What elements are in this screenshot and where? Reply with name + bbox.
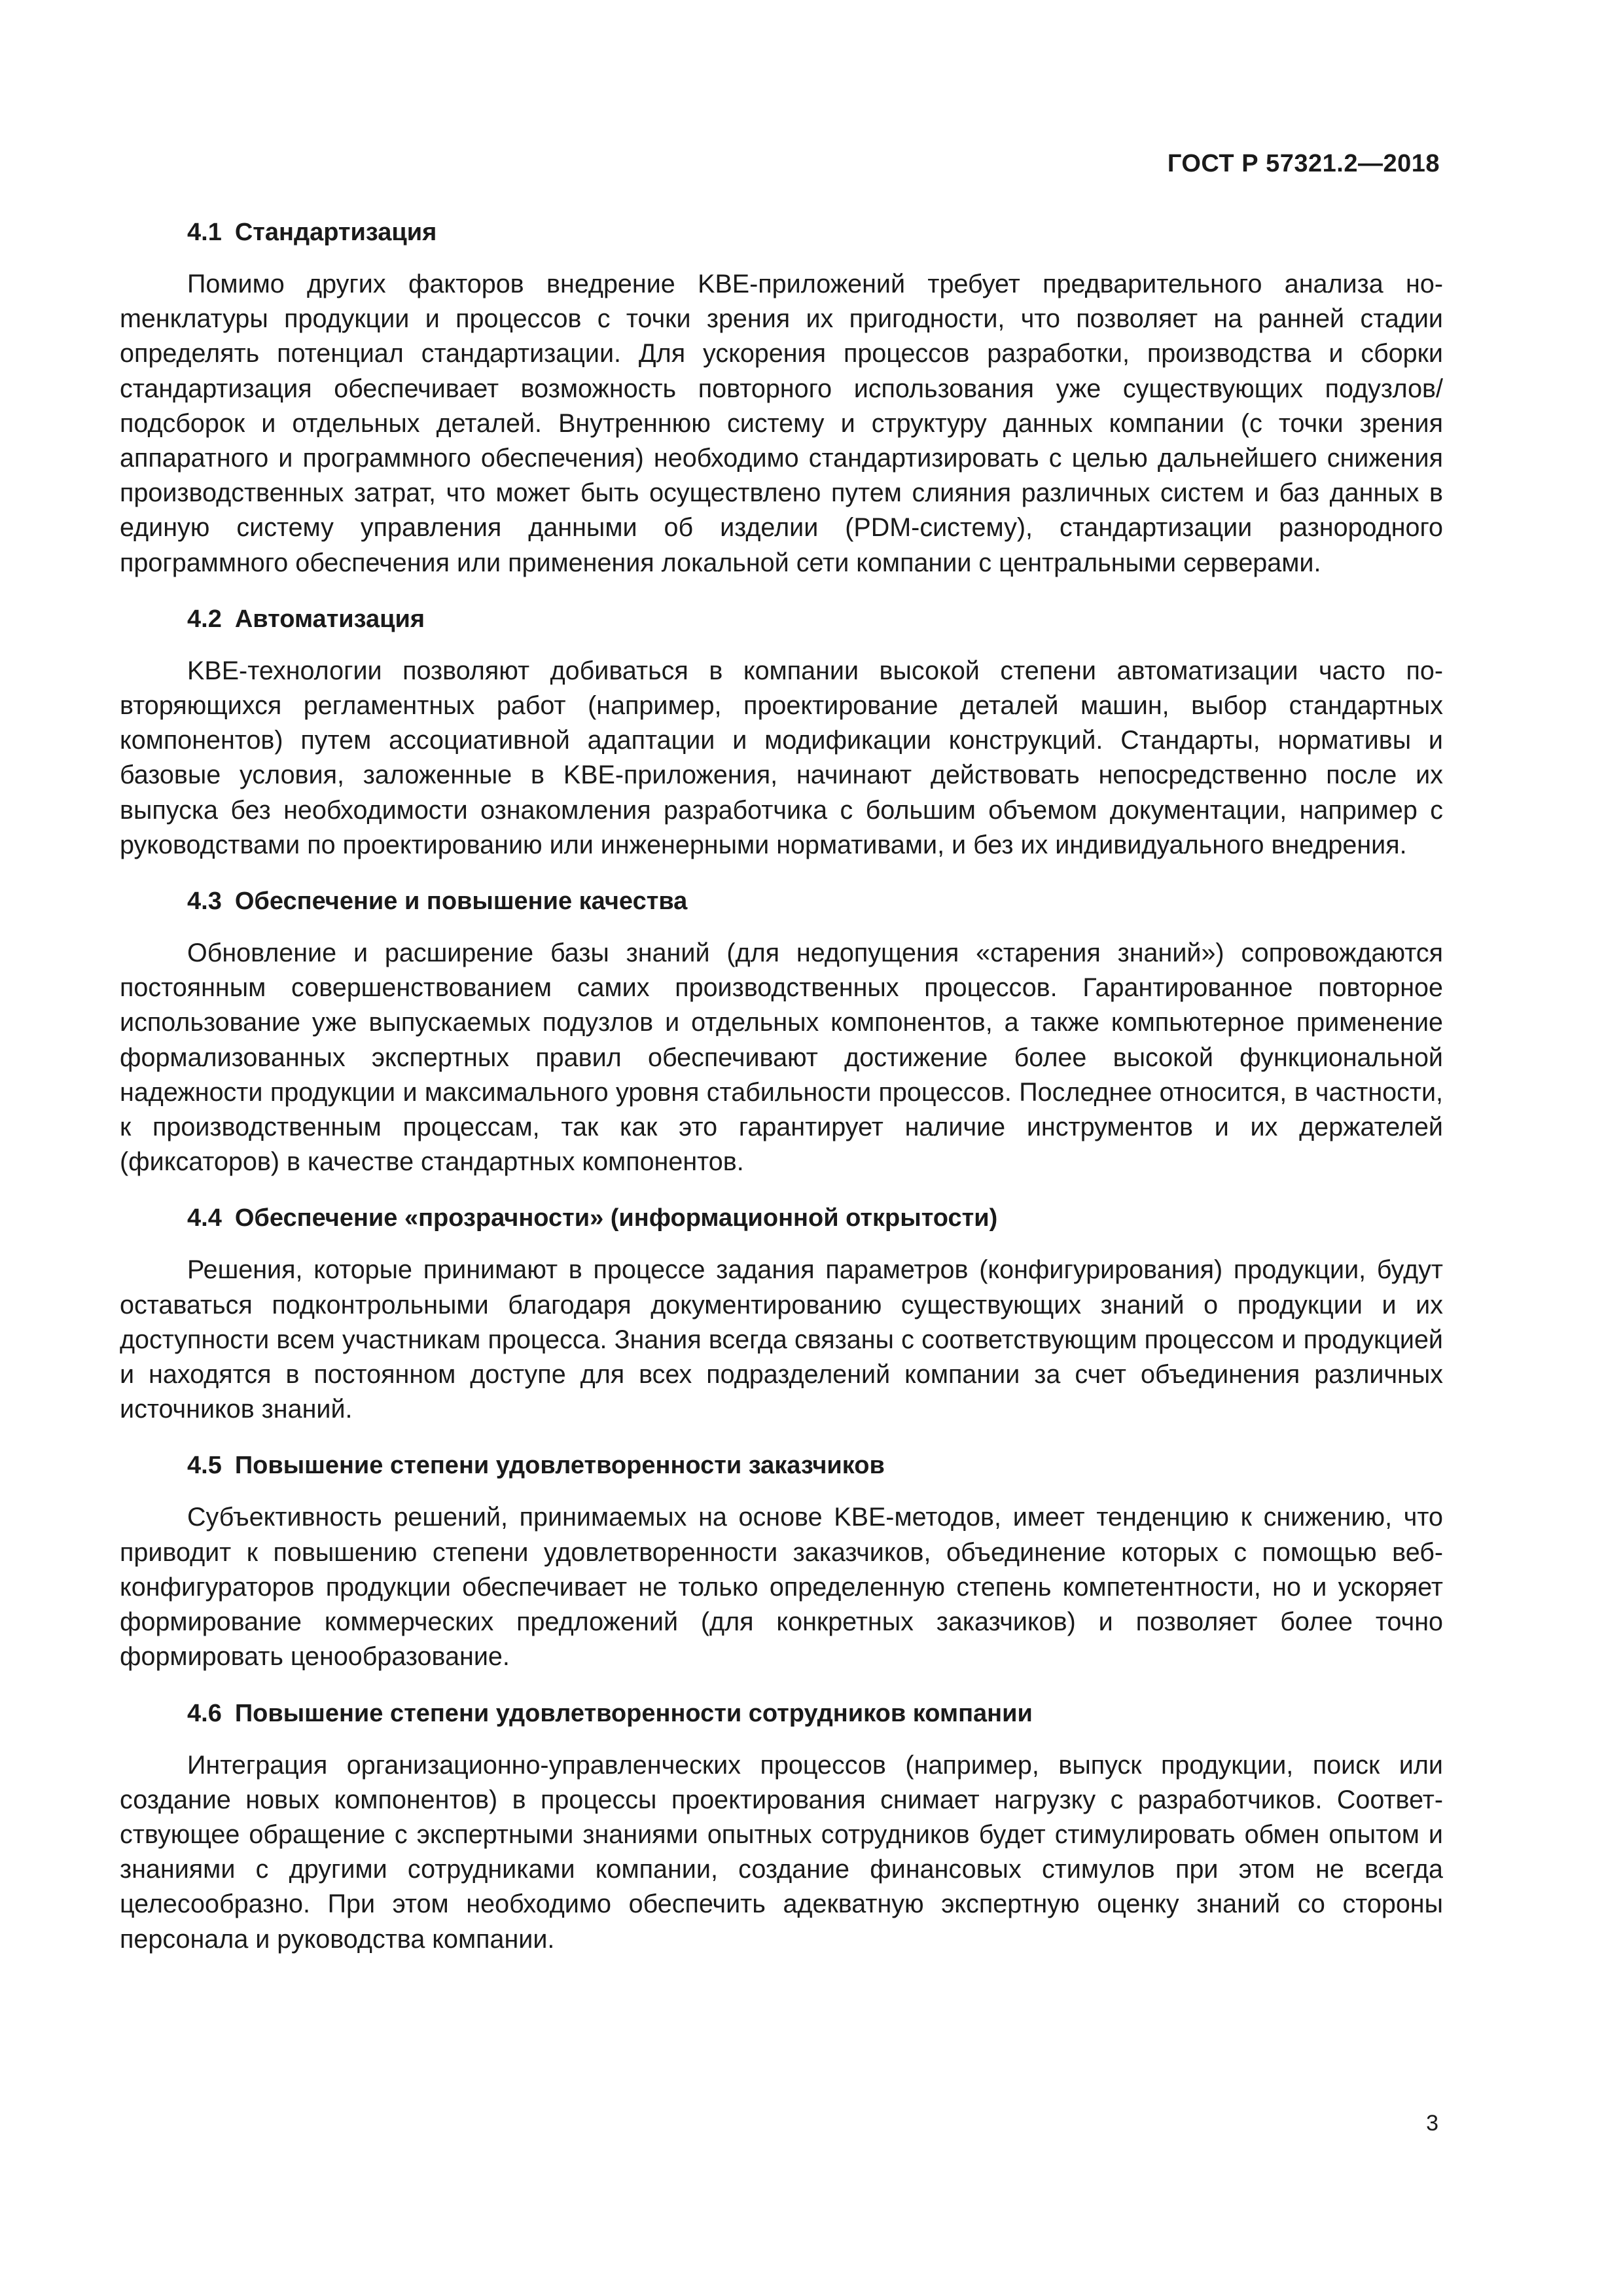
section-heading	[120, 603, 1443, 636]
section-number: 4.2	[187, 605, 222, 633]
section-employee-satisfaction	[120, 1697, 1443, 1957]
section-paragraph: KBE-технологии позволяют добиваться в компании высокой степени автоматизации часто повторяющихся регламентных работ (например, проектирование деталей машин, выбор стандартных компонентов) путем ассоциативной адаптации и модификации конструкций. Стандарты, нормативы и базовые условия, заложенные в KBE-приложения, начинают действовать непосредственно после их выпуска без необходимости ознакомления разработчика с большим объемом документации, например с руководствами по проектированию или инженерными нормативами, и без их индивидуального внедрения.	[120, 656, 1443, 859]
section-title: Повышение степени удовлетворенности сотрудников компании	[234, 1699, 1033, 1727]
section-standardization	[120, 216, 1443, 581]
section-transparency	[120, 1202, 1443, 1427]
standard-designation: ГОСТ Р 57321.2—2018	[1167, 150, 1440, 177]
section-heading	[120, 1449, 1443, 1482]
section-customer-satisfaction	[120, 1449, 1443, 1674]
section-title: Автоматизация	[234, 605, 425, 633]
section-number: 4.6	[187, 1699, 222, 1727]
section-heading	[120, 885, 1443, 918]
section-paragraph: Субъективность решений, принимаемых на основе KBE-методов, имеет тенденцию к снижению, что приводит к повышению степени удовлетворенности заказчиков, объединение которых с помощью веб-конфигураторов продукции обеспечивает не только определенную степень компетентности, но и ускоряет формирование коммерческих предложений (для конкретных заказчиков) и позволяет более точно формировать ценообразование.	[120, 1503, 1443, 1672]
section-paragraph: Обновление и расширение базы знаний (для недопущения «старения знаний») сопровождаются постоянным совершенствованием самих производственных процессов. Гарантированное повторное использование уже выпускаемых подузлов и отдельных компонентов, а также компьютерное применение формализованных экспертных правил обеспечивают достижение более высокой функциональной надежности продукции и максимального уровня стабильности процессов. Последнее относится, в частности, к производственным процессам, так как это гарантирует наличие инструментов и их держателей (фиксаторов) в качестве стандартных компонентов.	[120, 939, 1443, 1177]
section-paragraph: Интеграция организационно-управленческих процессов (например, выпуск продукции, поиск или создание новых компонентов) в процессы проектирования снимает нагрузку с разработчиков. Соответствующее обращение с экспертными знаниями опытных сотрудников будет стимулировать обмен опытом и знаниями с другими сотрудниками компании, создание финансовых стимулов при этом не всегда целесообразно. При этом необходимо обеспечить адекватную экспертную оценку знаний со стороны персонала и руководства компании.	[120, 1750, 1443, 1954]
section-paragraph: Решения, которые принимают в процессе задания параметров (конфигурирования) продукции, будут оставаться подконтрольными благодаря документированию существующих знаний о продукции и их доступности всем участникам процесса. Знания всегда связаны с соответствующим процессом и продукцией и находятся в постоянном доступе для всех подразделений компании за счет объединения различных источников знаний.	[120, 1255, 1443, 1424]
section-quality	[120, 885, 1443, 1179]
section-heading	[120, 1202, 1443, 1234]
section-heading	[120, 1697, 1443, 1730]
section-title: Стандартизация	[234, 219, 437, 246]
section-title: Обеспечение «прозрачности» (информационной открытости)	[234, 1204, 998, 1232]
section-automation	[120, 603, 1443, 863]
document-body	[120, 216, 1443, 1979]
page-number: 3	[1426, 2111, 1438, 2136]
section-number: 4.4	[187, 1204, 222, 1232]
section-number: 4.3	[187, 888, 222, 916]
section-title: Повышение степени удовлетворенности заказчиков	[234, 1452, 885, 1480]
section-number: 4.1	[187, 219, 222, 246]
section-heading	[120, 216, 1443, 249]
section-number: 4.5	[187, 1452, 222, 1480]
section-title: Обеспечение и повышение качества	[234, 888, 688, 916]
section-paragraph: Помимо других факторов внедрение KBE-приложений требует предварительного анализа ноmенклатуры продукции и процессов с точки зрения их пригодности, что позволяет на ранней стадии определять потенциал стандартизации. Для ускорения процессов разработки, производства и сборки стандартизация обеспечивает возможность повторного использования уже существующих подузлов/​подсборок и отдельных деталей. Внутреннюю систему и структуру данных компании (с точки зрения аппаратного и программного обеспечения) необходимо стандартизировать с целью дальнейшего снижения производственных затрат, что может быть осуществлено путем слияния различных систем и баз данных в единую систему управления данными об изделии (PDM-систему), стандартизации разнородного программного обеспечения или применения локальной сети компании с центральными серверами.	[120, 270, 1443, 577]
